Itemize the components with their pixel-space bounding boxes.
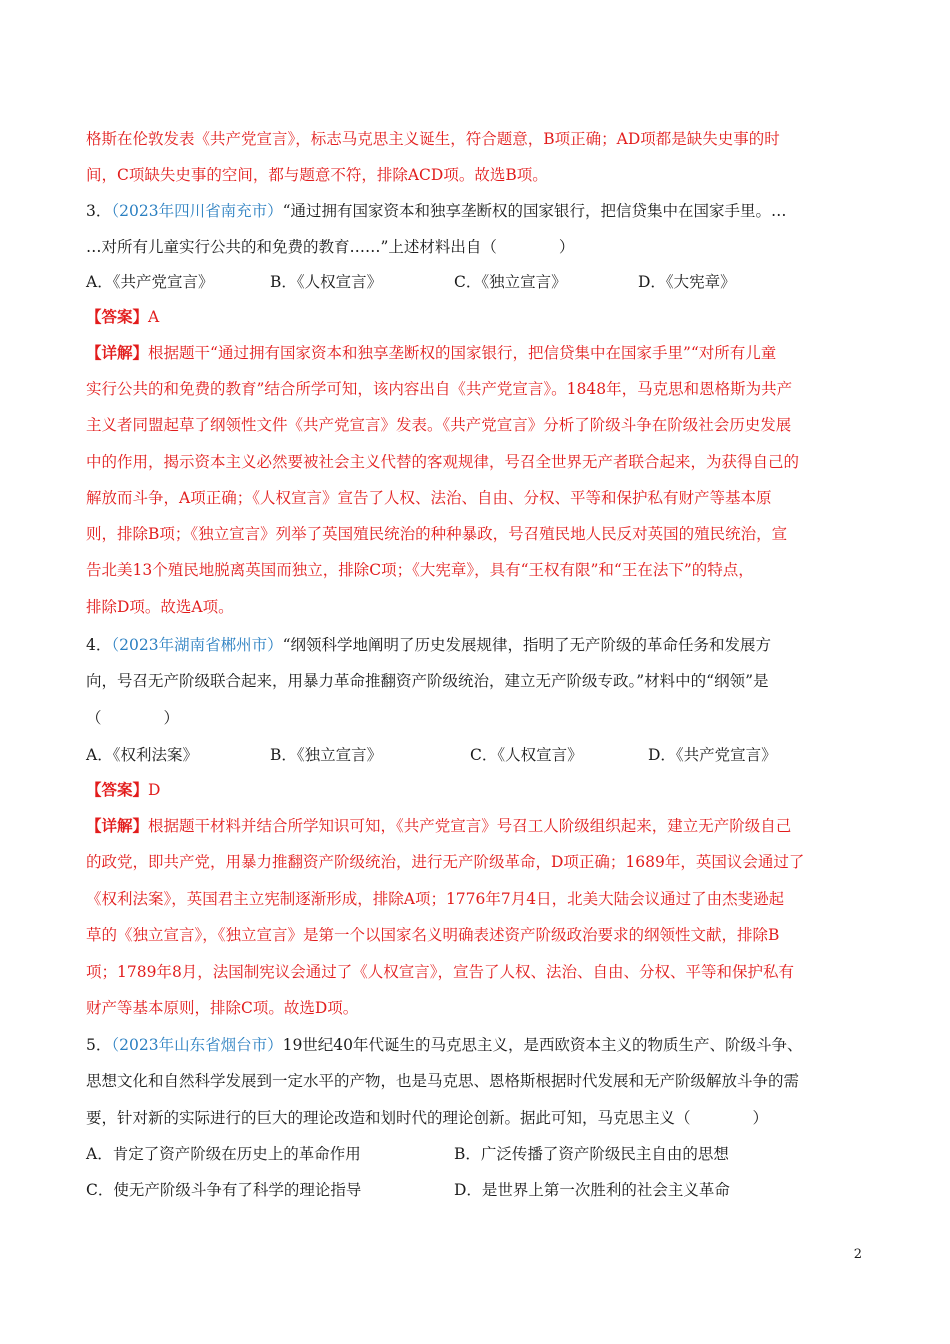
q3-detail-line-2: 实行公共的和免费的教育”结合所学可知，该内容出自《共产党宣言》。1848年，马克思和恩格斯为共产	[86, 380, 793, 398]
q4-detail-line-6: 财产等基本原则，排除C项。故选D项。	[86, 999, 359, 1017]
q4-detail-line-2: 的政党，即共产党，用暴力推翻资产阶级统治，进行无产阶级革命，D项正确；1689年，英国议会通过了	[86, 853, 805, 871]
q3-option-d: D．《大宪章》	[638, 273, 736, 291]
q3-option-c: C．《独立宣言》	[454, 273, 567, 291]
q4-detail-line-5: 项；1789年8月，法国制宪议会通过了《人权宣言》，宣告了人权、法治、自由、分权、平等和保护私有	[86, 963, 795, 981]
prev-detail-line-2: 间，C项缺失史事的空间，都与题意不符，排除ACD项。故选B项。	[86, 166, 548, 184]
q5-stem-line-1	[86, 1034, 866, 1056]
q3-answer-value: A	[148, 308, 160, 326]
q4-detail-tag: 【详解】	[86, 816, 149, 835]
q4-stem-line-1	[86, 634, 866, 656]
q3-detail-line-8: 排除D项。故选A项。	[86, 598, 234, 616]
q4-option-d: D．《共产党宣言》	[648, 746, 777, 764]
page-number: 2	[853, 1247, 862, 1262]
q4-stem-line-3: （ ）	[86, 709, 180, 727]
q4-detail-line-1	[86, 815, 866, 837]
q3-detail-line-1	[86, 342, 866, 364]
q3-stem-line-2: …对所有儿童实行公共的和免费的教育……”上述材料出自（ ）	[86, 238, 575, 256]
q5-option-a: A．肯定了资产阶级在历史上的革命作用	[86, 1145, 361, 1163]
q4-option-b: B．《独立宣言》	[270, 746, 383, 764]
q5-stem-line-3: 要，针对新的实际进行的巨大的理论改造和划时代的理论创新。据此可知，马克思主义（ ）	[86, 1109, 769, 1127]
q5-source: （2023年山东省烟台市）	[111, 1036, 283, 1054]
q4-option-a: A．《权利法案》	[86, 746, 198, 764]
q5-option-d: D．是世界上第一次胜利的社会主义革命	[454, 1181, 730, 1199]
q5-option-b: B．广泛传播了资产阶级民主自由的思想	[454, 1145, 729, 1163]
q3-source: （2023年四川省南充市）	[111, 202, 283, 220]
q5-stem-line-2: 思想文化和自然科学发展到一定水平的产物，也是马克思、恩格斯根据时代发展和无产阶级解放斗争的需	[86, 1072, 800, 1090]
q3-detail-line-3: 主义者同盟起草了纲领性文件《共产党宣言》发表。《共产党宣言》分析了阶级斗争在阶级社会历史发展	[86, 416, 792, 434]
q3-number: 3．	[86, 202, 112, 220]
q5-stem-text-1: 19世纪40年代诞生的马克思主义，是西欧资本主义的物质生产、阶级斗争、	[282, 1036, 803, 1054]
q3-option-b: B．《人权宣言》	[270, 273, 383, 291]
q3-detail-line-7: 告北美13个殖民地脱离英国而独立，排除C项；《大宪章》，具有“王权有限”和“王在法下”的特点，	[86, 561, 754, 579]
q4-detail-line-4: 草的《独立宣言》，《独立宣言》是第一个以国家名义明确表述资产阶级政治要求的纲领性文献，排除B	[86, 926, 780, 944]
q4-source: （2023年湖南省郴州市）	[111, 636, 283, 654]
q3-detail-line-5: 解放而斗争，A项正确；《人权宣言》宣告了人权、法治、自由、分权、平等和保护私有财产等基本原	[86, 489, 772, 507]
q3-stem-line-1	[86, 200, 866, 222]
q4-stem-line-2: 向，号召无产阶级联合起来，用暴力革命推翻资产阶级统治，建立无产阶级专政。”材料中的“纲领”是	[86, 672, 769, 690]
q4-answer-tag: 【答案】	[86, 780, 149, 799]
q3-stem-text-1: “通过拥有国家资本和独享垄断权的国家银行，把信贷集中在国家手里。…	[282, 202, 787, 220]
q4-detail-text-1: 根据题干材料并结合所学知识可知，《共产党宣言》号召工人阶级组织起来，建立无产阶级自己	[148, 817, 792, 835]
q3-detail-line-6: 则，排除B项；《独立宣言》列举了英国殖民统治的种种暴政，号召殖民地人民反对英国的殖民统治，宣	[86, 525, 788, 543]
prev-detail-line-1: 格斯在伦敦发表《共产党宣言》，标志马克思主义诞生，符合题意，B项正确；AD项都是缺失史事的时	[86, 130, 780, 148]
q3-detail-line-4: 中的作用，揭示资本主义必然要被社会主义代替的客观规律，号召全世界无产者联合起来，为获得自己的	[86, 453, 800, 471]
q4-answer-value: D	[148, 781, 161, 799]
q4-answer	[86, 779, 866, 801]
q5-option-c: C．使无产阶级斗争有了科学的理论指导	[86, 1181, 362, 1199]
q3-answer-tag: 【答案】	[86, 307, 149, 326]
q4-option-c: C．《人权宣言》	[470, 746, 583, 764]
q4-detail-line-3: 《权利法案》，英国君主立宪制逐渐形成，排除A项；1776年7月4日，北美大陆会议通过了由杰斐逊起	[86, 890, 785, 908]
q3-answer	[86, 306, 866, 328]
q3-option-a: A．《共产党宣言》	[86, 273, 214, 291]
q3-detail-text-1: 根据题干“通过拥有国家资本和独享垄断权的国家银行，把信贷集中在国家手里”“对所有儿童	[148, 344, 777, 362]
q5-number: 5．	[86, 1036, 112, 1054]
q4-stem-text-1: “纲领科学地阐明了历史发展规律，指明了无产阶级的革命任务和发展方	[282, 636, 772, 654]
q3-detail-tag: 【详解】	[86, 343, 149, 362]
q4-number: 4．	[86, 636, 112, 654]
